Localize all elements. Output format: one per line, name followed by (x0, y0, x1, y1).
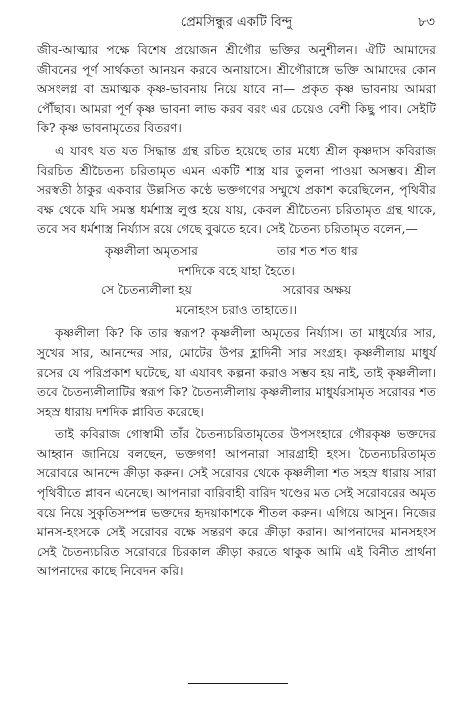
closing-rule (188, 683, 288, 684)
verse-line-2 (37, 262, 436, 282)
verse-line-3 (37, 281, 436, 301)
page-number: ৮৩ (418, 15, 435, 30)
verse-line-1-right: তার শত শত ধার (277, 243, 358, 258)
page-header (38, 13, 435, 33)
running-head: প্রেমসিন্ধুর একটি বিন্দু (180, 15, 293, 30)
verse-line-2-text: দশদিকে বহে যাহা হৈতে। (178, 263, 295, 278)
verse-line-4 (37, 301, 436, 321)
paragraph-1: জীব-আত্মার পক্ষে বিশেষ প্রয়োজন শ্রীগৌর ভক্তির অনুশীলন। ঐটি আমাদের জীবনের পূর্ণ সার্থকতা আনয়ন করবে অনায়াসে। শ্রীগৌরাঙ্গে ভক্তি আমাদের কোন অসংলগ্ন বা ভ্রমাত্মক কৃষ্ণ-ভাবনায় নিয়ে যাবে না— প্রকৃত কৃষ্ণ ভাবনায় আমরা পৌঁছাব। আমরা পূর্ণ কৃষ্ণ ভাবনা লাভ করব বরং এর চেয়েও বেশী কিছু পাব। সেইটি কি? কৃষ্ণ ভাবনামৃতের বিতরণ। (37, 43, 436, 136)
verse-line-1-left: কৃষ্ণলীলা অমৃতসার (105, 243, 198, 258)
body-text (37, 41, 436, 582)
verse-line-3-left: সে চৈতন্যলীলা হয় (101, 283, 192, 298)
paragraph-2: এ যাবৎ যত যত সিদ্ধান্ত গ্রন্থ রচিত হয়েছে তার মধ্যে শ্রীল কৃষ্ণদাস কবিরাজ বিরচিত শ্রীচৈতন্য চরিতামৃত এমন একটি শাস্ত্র যার তুলনা পাওয়া অসম্ভব। শ্রীল সরস্বতী ঠাকুর একবার উল্লসিত কণ্ঠে ভক্তগণের সম্মুখে প্রকাশ করেছিলেন, পৃথিবীর বক্ষ থেকে যদি সমস্ত ধর্মশাস্ত্র লুপ্ত হয়ে যায়, কেবল শ্রীচৈতন্য চরিতামৃত গ্রন্থ থাকে, তবে সব ধর্মশাস্ত্র নির্য্যাস রয়ে গেছে বুঝতে হবে। সেই চৈতন্য চরিতামৃত বলেন,— (37, 143, 436, 237)
paragraph-3: কৃষ্ণলীলা কি? কি তার স্বরূপ? কৃষ্ণলীলা অমৃতের নির্য্যাস। তা মাধুর্য্যের সার, সুখের সার, আনন্দের সার, মোটের উপর হ্লাদিনী সার সংগ্রহ। কৃষ্ণলীলায় মাধুর্য রসের যে পরিপ্রকাশ ঘটেছে, যা এযাবৎ কল্পনা করাও সম্ভব হয় নাই, তাই কৃষ্ণলীলা। তবে চৈতন্যলীলাটির স্বরূপ কি? চৈতন্যলীলায় কৃষ্ণলীলার মাধুর্যরসামৃত সরোবর শত সহস্র ধারায় দশদিক প্লাবিত করেছে। (37, 326, 436, 419)
verse-block (37, 242, 436, 320)
verse-line-4-text: মনোহংস চরাও তাহাতে।। (175, 302, 298, 317)
verse-line-3-right: সরোবর অক্ষয় (283, 283, 352, 298)
paragraph-4: তাই কবিরাজ গোস্বামী তাঁর চৈতন্যচরিতামৃতের উপসংহারে গৌরকৃষ্ণ ভক্তদের আহ্বান জানিয়ে বলছেন, ভক্তগণ! আপনারা সারগ্রাহী হংস। চৈতন্যচরিতামৃত সরোবরে আনন্দে ক্রীড়া করুন। সেই সরোবর থেকে কৃষ্ণলীলা শত সহস্র ধারায় সারা পৃথিবীতে প্লাবন এনেছে। আপনারা বারিবাহী বারিদ খণ্ডের মত সেই সরোবরের অমৃত বয়ে নিয়ে সুকৃতিসম্পন্ন ভক্তদের হৃদয়াকাশকে শীতল করুন। এগিয়ে আসুন। নিজের মানস-হংসকে সেই সরোবর বক্ষে সন্তরণ করে ক্রীড়া করান। আপনাদের মানসহংস সেই চৈতন্যচরিত সরোবরে চিরকাল ক্রীড়া করতে থাকুক আমি এই বিনীত প্রার্থনা আপনাদের কাছে নিবেদন করি। (37, 427, 436, 579)
verse-line-1 (37, 242, 436, 262)
